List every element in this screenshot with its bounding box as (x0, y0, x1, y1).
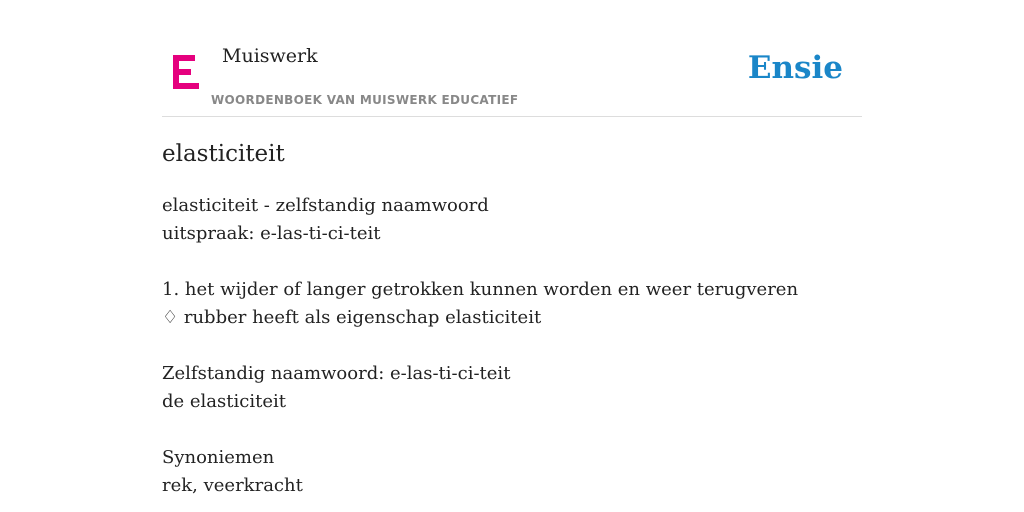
definition-spacer (162, 416, 862, 444)
definition-pronunciation: uitspraak: e-las-ti-ci-teit (162, 223, 381, 244)
ensie-brand-logo[interactable]: Ensie (747, 50, 843, 86)
definition-body (162, 192, 862, 500)
source-name[interactable]: Muiswerk (222, 45, 318, 67)
synonyms-heading: Synoniemen (162, 447, 275, 468)
definition-example: ♢ rubber heeft als eigenschap elasticiteit (162, 307, 542, 328)
definition-spacer (162, 332, 862, 360)
definition-meaning: 1. het wijder of langer getrokken kunnen worden en weer terugveren (162, 279, 799, 300)
synonyms-list: rek, veerkracht (162, 475, 303, 496)
source-subtitle: WOORDENBOEK VAN MUISWERK EDUCATIEF (211, 93, 519, 107)
entry-content (162, 138, 862, 500)
entry-term-title: elasticiteit (162, 141, 285, 167)
logo-bar-bottom (173, 83, 199, 89)
definition-article: de elasticiteit (162, 391, 286, 412)
definition-word-class: elasticiteit - zelfstandig naamwoord (162, 195, 489, 216)
definition-noun-hyphenation: Zelfstandig naamwoord: e-las-ti-ci-teit (162, 363, 511, 384)
muiswerk-logo-icon[interactable] (173, 55, 201, 89)
logo-bar-top (173, 55, 195, 61)
site-header (162, 0, 862, 117)
definition-spacer (162, 248, 862, 276)
logo-bar-middle (173, 69, 191, 75)
